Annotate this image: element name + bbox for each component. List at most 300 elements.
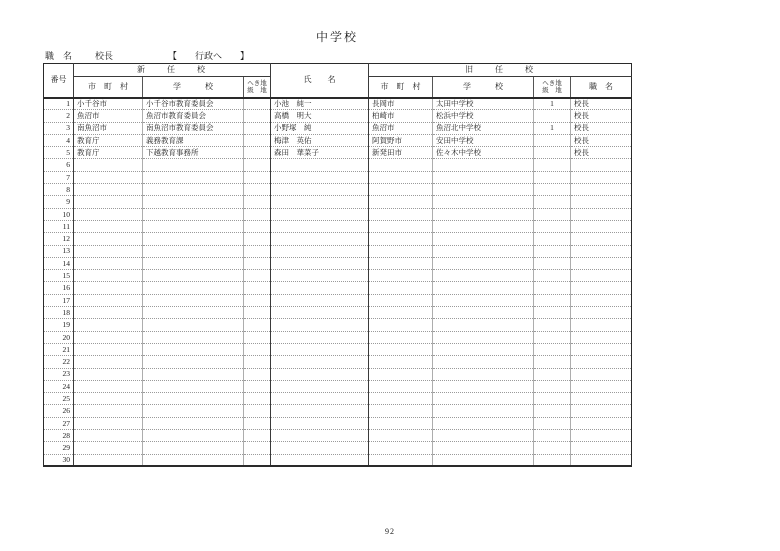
teacher-name: [271, 405, 369, 417]
old-hekichi-grade: [534, 368, 571, 380]
new-city: [74, 220, 143, 232]
old-hekichi-grade: [534, 171, 571, 183]
job-title: [571, 454, 632, 466]
old-school: [433, 307, 534, 319]
new-city: [74, 171, 143, 183]
job-title: [571, 380, 632, 392]
new-school: 義務教育課: [143, 134, 244, 146]
teacher-name: [271, 430, 369, 442]
old-school: [433, 196, 534, 208]
table-row: [44, 233, 632, 245]
teacher-name: [271, 294, 369, 306]
table-row: [44, 294, 632, 306]
assignment-table: [43, 63, 632, 467]
new-hekichi-grade: [244, 122, 271, 134]
new-city: [74, 405, 143, 417]
new-hekichi-grade: [244, 282, 271, 294]
row-number: 28: [44, 430, 74, 442]
col-header-name: 氏 名: [271, 64, 369, 98]
job-title: [571, 307, 632, 319]
old-city: [369, 245, 433, 257]
row-number: 10: [44, 208, 74, 220]
col-header-old-hekichi: [534, 77, 571, 98]
table-row: [44, 319, 632, 331]
table-row: [44, 159, 632, 171]
job-title: 校長: [571, 122, 632, 134]
row-number: 23: [44, 368, 74, 380]
row-number: 4: [44, 134, 74, 146]
new-city: [74, 393, 143, 405]
new-city: [74, 245, 143, 257]
job-title: [571, 442, 632, 454]
new-hekichi-grade: [244, 270, 271, 282]
row-number: 11: [44, 220, 74, 232]
new-city: [74, 417, 143, 429]
old-school: [433, 294, 534, 306]
category-note: 【 行政へ 】: [168, 51, 250, 61]
teacher-name: [271, 233, 369, 245]
old-city: [369, 233, 433, 245]
new-hekichi-grade: [244, 405, 271, 417]
col-header-number: 番号: [44, 64, 74, 98]
old-hekichi-grade: [534, 159, 571, 171]
new-hekichi-grade: [244, 343, 271, 355]
old-hekichi-grade: [534, 356, 571, 368]
old-hekichi-grade: [534, 208, 571, 220]
old-city: 阿賀野市: [369, 134, 433, 146]
job-info-line: [0, 49, 780, 62]
new-hekichi-grade: [244, 442, 271, 454]
new-city: [74, 380, 143, 392]
job-title: [571, 184, 632, 196]
new-hekichi-grade: [244, 257, 271, 269]
old-school: [433, 368, 534, 380]
new-city: [74, 319, 143, 331]
old-hekichi-grade: [534, 430, 571, 442]
old-city: [369, 294, 433, 306]
new-school: [143, 282, 244, 294]
row-number: 6: [44, 159, 74, 171]
new-school: [143, 393, 244, 405]
new-city: [74, 233, 143, 245]
new-school: [143, 331, 244, 343]
job-title: [571, 368, 632, 380]
new-city: [74, 257, 143, 269]
new-school: [143, 454, 244, 466]
teacher-name: [271, 356, 369, 368]
old-school: [433, 171, 534, 183]
row-number: 26: [44, 405, 74, 417]
old-school: [433, 159, 534, 171]
old-school: 佐々木中学校: [433, 147, 534, 159]
new-city: [74, 270, 143, 282]
new-hekichi-grade: [244, 147, 271, 159]
old-city: 長岡市: [369, 98, 433, 110]
old-hekichi-grade: [534, 245, 571, 257]
old-hekichi-grade: [534, 270, 571, 282]
teacher-name: [271, 245, 369, 257]
old-school: [433, 257, 534, 269]
old-hekichi-grade: [534, 454, 571, 466]
old-city: [369, 319, 433, 331]
row-number: 7: [44, 171, 74, 183]
job-title-label: 職 名: [45, 51, 73, 61]
job-title: [571, 343, 632, 355]
table-row: [44, 417, 632, 429]
old-city: [369, 430, 433, 442]
old-city: [369, 368, 433, 380]
new-school: [143, 294, 244, 306]
teacher-name: [271, 368, 369, 380]
teacher-name: 梅津 英佑: [271, 134, 369, 146]
table-row: [44, 430, 632, 442]
col-header-new-city: 市 町 村: [74, 77, 143, 98]
new-school: [143, 159, 244, 171]
table-row: [44, 110, 632, 122]
new-city: [74, 307, 143, 319]
new-city: 小千谷市: [74, 98, 143, 110]
old-hekichi-grade: [534, 405, 571, 417]
old-city: [369, 405, 433, 417]
row-number: 5: [44, 147, 74, 159]
old-hekichi-grade: [534, 134, 571, 146]
table-header: [44, 64, 632, 98]
old-school: [433, 233, 534, 245]
col-header-old-city: 市 町 村: [369, 77, 433, 98]
row-number: 24: [44, 380, 74, 392]
new-hekichi-grade: [244, 368, 271, 380]
new-hekichi-grade: [244, 208, 271, 220]
teacher-name: [271, 417, 369, 429]
table-row: [44, 245, 632, 257]
new-hekichi-grade: [244, 245, 271, 257]
table-row: [44, 220, 632, 232]
new-hekichi-grade: [244, 294, 271, 306]
teacher-name: [271, 343, 369, 355]
new-school: [143, 319, 244, 331]
row-number: 15: [44, 270, 74, 282]
old-hekichi-grade: [534, 393, 571, 405]
table-row: [44, 393, 632, 405]
job-title: 校長: [571, 110, 632, 122]
old-city: [369, 171, 433, 183]
new-school: [143, 196, 244, 208]
old-hekichi-grade: [534, 257, 571, 269]
teacher-name: [271, 319, 369, 331]
old-city: [369, 331, 433, 343]
row-number: 29: [44, 442, 74, 454]
new-school: [143, 368, 244, 380]
new-school: [143, 442, 244, 454]
new-hekichi-grade: [244, 159, 271, 171]
old-city: [369, 356, 433, 368]
old-school: [433, 319, 534, 331]
row-number: 18: [44, 307, 74, 319]
old-hekichi-grade: [534, 196, 571, 208]
new-hekichi-grade: [244, 356, 271, 368]
old-school: [433, 184, 534, 196]
old-city: 柏崎市: [369, 110, 433, 122]
old-hekichi-grade: 1: [534, 98, 571, 110]
table-row: [44, 454, 632, 466]
teacher-name: [271, 282, 369, 294]
hekichi-line2: 級 地: [542, 86, 562, 94]
new-school: [143, 356, 244, 368]
teacher-name: [271, 442, 369, 454]
job-title: [571, 208, 632, 220]
new-city: [74, 356, 143, 368]
old-school: [433, 282, 534, 294]
new-hekichi-grade: [244, 430, 271, 442]
new-school: 南魚沼市教育委員会: [143, 122, 244, 134]
col-header-job-title: 職 名: [571, 77, 632, 98]
teacher-name: [271, 220, 369, 232]
old-hekichi-grade: [534, 307, 571, 319]
table-row: [44, 356, 632, 368]
old-hekichi-grade: [534, 294, 571, 306]
table-row: [44, 134, 632, 146]
old-school: 太田中学校: [433, 98, 534, 110]
job-title: [571, 331, 632, 343]
old-city: [369, 380, 433, 392]
new-city: [74, 454, 143, 466]
new-city: [74, 196, 143, 208]
new-hekichi-grade: [244, 417, 271, 429]
new-hekichi-grade: [244, 454, 271, 466]
new-hekichi-grade: [244, 319, 271, 331]
teacher-name: [271, 454, 369, 466]
table-row: [44, 343, 632, 355]
old-hekichi-grade: [534, 220, 571, 232]
new-city: [74, 184, 143, 196]
row-number: 19: [44, 319, 74, 331]
new-school: [143, 417, 244, 429]
table-row: [44, 122, 632, 134]
old-city: [369, 220, 433, 232]
old-school: [433, 430, 534, 442]
old-hekichi-grade: [534, 442, 571, 454]
table-body: [44, 98, 632, 467]
table-row: [44, 270, 632, 282]
new-hekichi-grade: [244, 134, 271, 146]
job-title: [571, 196, 632, 208]
teacher-name: 小池 純一: [271, 98, 369, 110]
new-hekichi-grade: [244, 98, 271, 110]
new-school: [143, 233, 244, 245]
old-city: [369, 393, 433, 405]
old-school: [433, 380, 534, 392]
row-number: 16: [44, 282, 74, 294]
new-hekichi-grade: [244, 233, 271, 245]
new-city: [74, 442, 143, 454]
new-hekichi-grade: [244, 380, 271, 392]
table-row: [44, 171, 632, 183]
table-row: [44, 257, 632, 269]
new-school: [143, 171, 244, 183]
old-school: [433, 331, 534, 343]
new-school: [143, 208, 244, 220]
table-row: [44, 282, 632, 294]
old-hekichi-grade: [534, 282, 571, 294]
new-city: [74, 430, 143, 442]
old-school: [433, 417, 534, 429]
col-group-new-school: 新 任 校: [74, 64, 271, 77]
new-school: [143, 270, 244, 282]
new-hekichi-grade: [244, 220, 271, 232]
page-title: 中学校: [315, 30, 358, 44]
new-school: [143, 184, 244, 196]
row-number: 8: [44, 184, 74, 196]
row-number: 20: [44, 331, 74, 343]
new-school: 小千谷市教育委員会: [143, 98, 244, 110]
new-city: [74, 159, 143, 171]
teacher-name: [271, 257, 369, 269]
row-number: 30: [44, 454, 74, 466]
job-title: [571, 319, 632, 331]
job-title: 校長: [571, 98, 632, 110]
teacher-name: [271, 380, 369, 392]
old-hekichi-grade: [534, 417, 571, 429]
table-row: [44, 368, 632, 380]
teacher-name: [271, 331, 369, 343]
old-hekichi-grade: [534, 331, 571, 343]
new-city: 南魚沼市: [74, 122, 143, 134]
old-school: 魚沼北中学校: [433, 122, 534, 134]
job-title: [571, 405, 632, 417]
hekichi-line2: 級 地: [247, 86, 267, 94]
new-school: [143, 257, 244, 269]
old-city: [369, 196, 433, 208]
new-city: 教育庁: [74, 134, 143, 146]
table-row: [44, 208, 632, 220]
teacher-name: [271, 196, 369, 208]
table-row: [44, 442, 632, 454]
old-school: [433, 208, 534, 220]
old-city: 魚沼市: [369, 122, 433, 134]
new-city: [74, 282, 143, 294]
new-hekichi-grade: [244, 307, 271, 319]
row-number: 17: [44, 294, 74, 306]
old-hekichi-grade: [534, 184, 571, 196]
job-title: [571, 220, 632, 232]
old-school: [433, 270, 534, 282]
table-row: [44, 196, 632, 208]
job-title: [571, 233, 632, 245]
teacher-name: [271, 171, 369, 183]
new-school: [143, 245, 244, 257]
new-city: [74, 331, 143, 343]
old-city: [369, 343, 433, 355]
old-city: [369, 307, 433, 319]
row-number: 27: [44, 417, 74, 429]
new-hekichi-grade: [244, 184, 271, 196]
old-school: [433, 393, 534, 405]
row-number: 21: [44, 343, 74, 355]
row-number: 9: [44, 196, 74, 208]
old-city: [369, 208, 433, 220]
old-city: [369, 454, 433, 466]
teacher-name: 森田 華菜子: [271, 147, 369, 159]
col-header-new-school: 学 校: [143, 77, 244, 98]
col-header-new-hekichi: [244, 77, 271, 98]
new-hekichi-grade: [244, 331, 271, 343]
table-row: [44, 380, 632, 392]
old-city: [369, 417, 433, 429]
job-title: [571, 245, 632, 257]
new-school: [143, 307, 244, 319]
row-number: 22: [44, 356, 74, 368]
old-school: [433, 220, 534, 232]
old-city: [369, 282, 433, 294]
old-hekichi-grade: [534, 380, 571, 392]
row-number: 25: [44, 393, 74, 405]
new-school: [143, 430, 244, 442]
old-hekichi-grade: [534, 110, 571, 122]
old-city: [369, 257, 433, 269]
new-school: [143, 405, 244, 417]
old-city: [369, 184, 433, 196]
new-city: [74, 294, 143, 306]
old-hekichi-grade: 1: [534, 122, 571, 134]
job-title: [571, 417, 632, 429]
new-hekichi-grade: [244, 196, 271, 208]
old-hekichi-grade: [534, 319, 571, 331]
job-title: [571, 356, 632, 368]
new-school: [143, 380, 244, 392]
hekichi-line1: へき地: [542, 79, 562, 87]
table-row: [44, 184, 632, 196]
job-title: 校長: [571, 147, 632, 159]
page-number: 92: [385, 527, 395, 536]
hekichi-line1: へき地: [247, 79, 267, 87]
old-hekichi-grade: [534, 147, 571, 159]
new-hekichi-grade: [244, 171, 271, 183]
teacher-name: [271, 270, 369, 282]
new-hekichi-grade: [244, 110, 271, 122]
table-row: [44, 331, 632, 343]
old-school: 安田中学校: [433, 134, 534, 146]
new-city: [74, 208, 143, 220]
job-title-value: 校長: [95, 51, 114, 61]
teacher-name: [271, 307, 369, 319]
table-row: [44, 307, 632, 319]
old-hekichi-grade: [534, 343, 571, 355]
job-title: [571, 282, 632, 294]
teacher-name: 高橋 明大: [271, 110, 369, 122]
new-hekichi-grade: [244, 393, 271, 405]
job-title: [571, 257, 632, 269]
old-school: [433, 454, 534, 466]
old-hekichi-grade: [534, 233, 571, 245]
col-header-old-school: 学 校: [433, 77, 534, 98]
table-row: [44, 98, 632, 110]
old-school: [433, 343, 534, 355]
job-title: [571, 430, 632, 442]
new-city: 魚沼市: [74, 110, 143, 122]
old-school: [433, 405, 534, 417]
old-city: [369, 159, 433, 171]
row-number: 1: [44, 98, 74, 110]
row-number: 2: [44, 110, 74, 122]
old-school: [433, 442, 534, 454]
row-number: 3: [44, 122, 74, 134]
old-city: [369, 270, 433, 282]
new-city: [74, 368, 143, 380]
col-group-old-school: 旧 任 校: [369, 64, 632, 77]
job-title: [571, 171, 632, 183]
row-number: 14: [44, 257, 74, 269]
job-title: [571, 270, 632, 282]
